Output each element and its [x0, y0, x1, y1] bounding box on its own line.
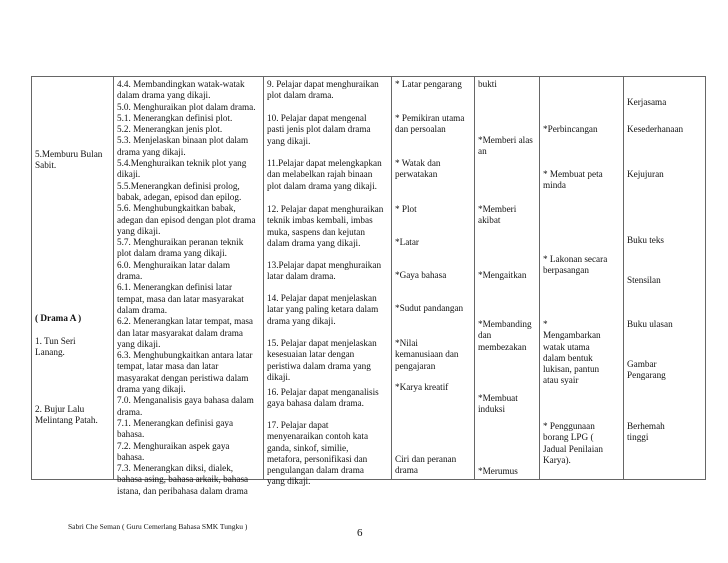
activity-penggunaan-borang: * Penggunaan borang LPG ( Jadual Penilaian Karya).: [543, 421, 603, 465]
topic-tun-seri-lanang: 1. Tun Seri Lanang.: [35, 336, 76, 358]
objective-line: tempat, masa dan latar masyarakat: [117, 293, 244, 304]
lesson-plan-table: [31, 76, 706, 496]
content-latar-pengarang: * Latar pengarang: [395, 79, 462, 89]
activity-perbincangan: *Perbincangan: [543, 124, 598, 134]
objective-line: yang dikaji.: [117, 225, 161, 236]
content-plot: * Plot: [395, 204, 417, 214]
objective-line: 5.0. Menghuraikan plot dalam drama.: [117, 101, 256, 112]
skill-membanding: *Membanding dan membezakan: [478, 319, 532, 352]
content-ciri-peranan: Ciri dan peranan drama: [395, 454, 457, 476]
value-kesederhanaan: Kesederhanaan: [627, 124, 684, 134]
skill-memberi-alasan: *Memberi alas an: [478, 135, 533, 157]
objective-line: dikaji.: [117, 169, 141, 180]
outcome-13: 13.Pelajar dapat menghuraikan latar dalam drama.: [267, 260, 382, 282]
value-berhemah-tinggi: Berhemah tinggi: [627, 421, 665, 443]
material-buku-ulasan: Buku ulasan: [627, 319, 673, 329]
content-karya-kreatif: *Karya kreatif: [395, 382, 449, 392]
objective-line: tempat, latar masa dan latar: [117, 361, 219, 372]
objective-line: 5.2. Menerangkan jenis plot.: [117, 124, 223, 135]
values-materials-column: [624, 77, 706, 480]
outcomes-column: [264, 77, 392, 487]
topic-column: [32, 77, 114, 480]
objective-line: drama.: [117, 271, 143, 282]
thinking-skills-column: [475, 77, 540, 480]
objective-line: bahasa asing, bahasa arkaik, bahasa: [117, 474, 249, 485]
content-pemikiran-utama: * Pemikiran utama dan persoalan: [395, 113, 465, 135]
objective-line: 5.1. Menerangkan definisi plot.: [117, 112, 233, 123]
activity-mengambarkan: * Mengambarkan watak utama dalam bentuk lukisan, pantun atau syair: [543, 319, 601, 386]
objective-line: plot dalam drama yang dikaji.: [117, 248, 227, 259]
objective-line: drama yang dikaji.: [117, 384, 186, 395]
objective-line: 7.1. Menerangkan definisi gaya: [117, 417, 234, 428]
objective-line: drama.: [117, 406, 143, 417]
objective-line: 5.6. Menghubungkaitkan babak,: [117, 203, 236, 214]
objective-line: 4.4. Membandingkan watak-watak: [117, 79, 245, 89]
outcome-11: 11.Pelajar dapat melengkapkan dan melabelkan rajah binaan plot dalam drama yang dikaji.: [267, 158, 382, 191]
content-sudut-pandangan: *Sudut pandangan: [395, 303, 464, 313]
activities-column: [540, 77, 624, 480]
objective-line: masyarakat dengan peristiwa dalam: [117, 372, 249, 383]
objective-line: 6.0. Menghuraikan latar dalam: [117, 259, 231, 270]
skill-bukti: bukti: [478, 79, 497, 89]
content-latar: *Latar: [395, 237, 419, 247]
objective-line: 6.1. Menerangkan definisi latar: [117, 282, 233, 293]
content-nilai: *Nilai kemanusiaan dan pengajaran: [395, 338, 459, 371]
outcome-9: 9. Pelajar dapat menghuraikan plot dalam drama.: [267, 79, 379, 101]
objective-line: yang dikaji.: [117, 338, 161, 349]
activity-lakonan: * Lakonan secara berpasangan: [543, 254, 608, 276]
material-buku-teks: Buku teks: [627, 235, 665, 245]
objective-line: 6.2. Menerangkan latar tempat, masa: [117, 316, 253, 327]
objective-line: dan latar masyarakat dalam drama: [117, 327, 244, 338]
objective-line: babak, adegan, episod dan epilog.: [117, 191, 242, 202]
objective-line: 6.3. Menghubungkaitkan antara latar: [117, 350, 253, 361]
objective-line: dalam drama.: [117, 304, 167, 315]
content-gaya-bahasa: *Gaya bahasa: [395, 270, 447, 280]
objective-line: 5.5.Menerangkan definisi prolog,: [117, 180, 240, 191]
value-kerjasama: Kerjasama: [627, 97, 667, 107]
topic-memburu-bulan-sabit: 5.Memburu Bulan Sabit.: [35, 149, 103, 171]
outcome-14: 14. Pelajar dapat menjelaskan latar yang paling ketara dalam drama yang dikaji.: [267, 293, 379, 326]
material-stensilan: Stensilan: [627, 275, 661, 285]
objective-line: bahasa.: [117, 451, 145, 462]
topic-drama-a: ( Drama A ): [35, 313, 82, 323]
skill-merumus: *Merumus: [478, 466, 518, 476]
objective-line: 7.3. Menerangkan diksi, dialek,: [117, 463, 234, 474]
objective-line: drama yang dikaji.: [117, 146, 186, 157]
skill-mengaitkan: *Mengaitkan: [478, 270, 527, 280]
objective-line: bahasa.: [117, 429, 145, 440]
objectives-column: [114, 77, 264, 496]
objective-line: istana, dan peribahasa dalam drama: [117, 485, 248, 496]
outcome-16: 16. Pelajar dapat menganalisis gaya bahasa dalam drama.: [267, 387, 379, 409]
topic-bujur-lalu-melintang-patah: 2. Bujur Lalu Melintang Patah.: [35, 404, 98, 426]
activity-peta-minda: * Membuat peta minda: [543, 169, 603, 191]
material-gambar-pengarang: Gambar Pengarang: [627, 359, 666, 381]
content-column: [392, 77, 475, 480]
outcome-17: 17. Pelajar dapat menyenaraikan contoh kata ganda, sinkof, similie, metafora, personifikasi dan pengulangan dalam drama yang dikaji.: [267, 420, 369, 487]
outcome-10: 10. Pelajar dapat mengenal pasti jenis plot dalam drama yang dikaji.: [267, 113, 371, 146]
skill-memberi-akibat: *Memberi akibat: [478, 204, 517, 226]
outcome-12: 12. Pelajar dapat menghuraikan teknik imbas kembali, imbas muka, saspens dan kejutan dalam drama yang dikaji.: [267, 204, 384, 248]
page-number: 6: [357, 527, 363, 539]
content-watak: * Watak dan perwatakan: [395, 158, 441, 180]
objective-line: 5.4.Menghuraikan teknik plot yang: [117, 158, 247, 169]
skill-membuat-induksi: *Membuat induksi: [478, 393, 518, 415]
objective-line: 5.7. Menghuraikan peranan teknik: [117, 237, 244, 248]
outcome-15: 15. Pelajar dapat menjelaskan kesesuaian latar dengan peristiwa dalam drama yang dikaji.: [267, 338, 377, 382]
table-row: [32, 77, 706, 480]
objective-line: adegan dan episod dengan plot drama: [117, 214, 256, 225]
objective-line: dalam drama yang dikaji.: [117, 90, 211, 101]
objective-line: 5.3. Menjelaskan binaan plot dalam: [117, 135, 249, 146]
objective-line: 7.0. Menganalisis gaya bahasa dalam: [117, 395, 254, 406]
footer-author: Sabri Che Seman ( Guru Cemerlang Bahasa SMK Tungku ): [68, 522, 248, 531]
value-kejujuran: Kejujuran: [627, 169, 664, 179]
objective-line: 7.2. Menghuraikan aspek gaya: [117, 440, 230, 451]
